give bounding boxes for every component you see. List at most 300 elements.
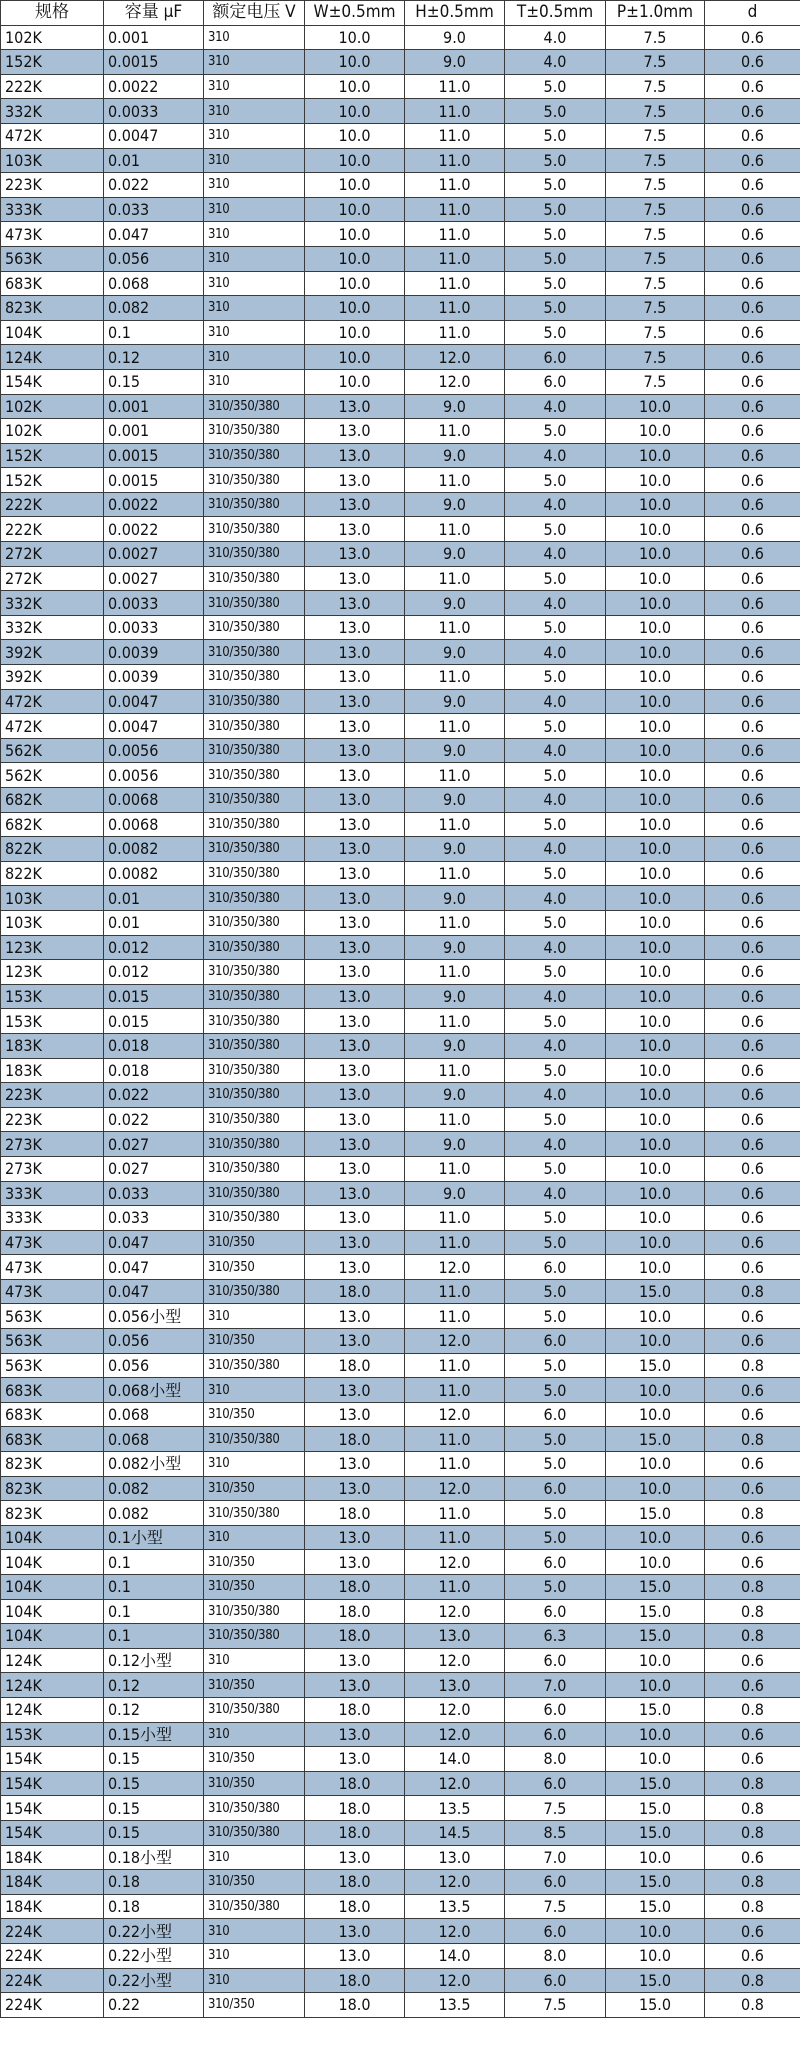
cell-width: 10.0 [305,148,405,173]
cell-pitch: 15.0 [606,1427,705,1452]
cell-height: 9.0 [405,886,505,911]
table-row [1,1968,800,1993]
cell-capacitance: 0.068小型 [104,1378,204,1403]
cell-capacitance: 0.012 [104,935,204,960]
cell-pitch: 10.0 [606,1943,705,1968]
cell-thickness: 5.0 [505,566,606,591]
cell-thickness: 5.0 [505,1058,606,1083]
cell-pitch: 7.5 [606,197,705,222]
cell-model: 823K [1,1476,104,1501]
cell-width: 13.0 [305,1255,405,1280]
cell-rated-voltage: 310 [204,148,305,173]
cell-model: 103K [1,886,104,911]
cell-capacitance: 0.0027 [104,566,204,591]
cell-rated-voltage: 310/350/380 [204,984,305,1009]
table-row [1,960,800,985]
table-row [1,1033,800,1058]
cell-height: 12.0 [405,1402,505,1427]
cell-lead-diameter: 0.6 [705,1747,800,1772]
table-row [1,1575,800,1600]
table-row [1,1378,800,1403]
cell-lead-diameter: 0.8 [705,1894,800,1919]
cell-thickness: 5.0 [505,910,606,935]
cell-rated-voltage: 310/350/380 [204,812,305,837]
cell-thickness: 6.0 [505,1550,606,1575]
cell-capacitance: 0.15 [104,1796,204,1821]
cell-rated-voltage: 310 [204,320,305,345]
cell-model: 822K [1,837,104,862]
cell-thickness: 5.0 [505,173,606,198]
cell-pitch: 10.0 [606,812,705,837]
table-row [1,1722,800,1747]
cell-pitch: 10.0 [606,394,705,419]
cell-capacitance: 0.0022 [104,517,204,542]
cell-width: 13.0 [305,1673,405,1698]
cell-model: 823K [1,1501,104,1526]
cell-model: 124K [1,1697,104,1722]
cell-model: 154K [1,1747,104,1772]
cell-rated-voltage: 310/350/380 [204,1427,305,1452]
cell-capacitance: 0.1小型 [104,1525,204,1550]
table-row [1,148,800,173]
cell-model: 184K [1,1870,104,1895]
cell-width: 13.0 [305,788,405,813]
table-row [1,1870,800,1895]
cell-width: 10.0 [305,296,405,321]
cell-capacitance: 0.0027 [104,542,204,567]
cell-height: 13.0 [405,1845,505,1870]
cell-height: 9.0 [405,1181,505,1206]
cell-height: 11.0 [405,99,505,124]
table-row [1,1648,800,1673]
cell-thickness: 4.0 [505,1132,606,1157]
cell-width: 13.0 [305,517,405,542]
cell-model: 224K [1,1993,104,2018]
cell-capacitance: 0.015 [104,984,204,1009]
cell-thickness: 8.0 [505,1943,606,1968]
cell-height: 11.0 [405,1107,505,1132]
cell-thickness: 4.0 [505,25,606,50]
cell-height: 12.0 [405,1870,505,1895]
cell-capacitance: 0.15 [104,1771,204,1796]
cell-height: 9.0 [405,591,505,616]
table-row [1,271,800,296]
cell-height: 12.0 [405,1599,505,1624]
cell-pitch: 10.0 [606,861,705,886]
cell-lead-diameter: 0.6 [705,591,800,616]
cell-lead-diameter: 0.8 [705,1599,800,1624]
cell-pitch: 10.0 [606,763,705,788]
cell-rated-voltage: 310/350/380 [204,960,305,985]
cell-thickness: 7.0 [505,1673,606,1698]
cell-width: 18.0 [305,1870,405,1895]
cell-lead-diameter: 0.6 [705,517,800,542]
cell-height: 11.0 [405,960,505,985]
cell-thickness: 4.0 [505,935,606,960]
cell-capacitance: 0.001 [104,419,204,444]
cell-capacitance: 0.0039 [104,665,204,690]
cell-lead-diameter: 0.6 [705,1722,800,1747]
cell-lead-diameter: 0.6 [705,1943,800,1968]
cell-width: 13.0 [305,935,405,960]
cell-pitch: 10.0 [606,910,705,935]
cell-pitch: 10.0 [606,419,705,444]
header-height: H±0.5mm [405,1,505,26]
cell-pitch: 15.0 [606,1796,705,1821]
cell-capacitance: 0.0056 [104,763,204,788]
cell-lead-diameter: 0.6 [705,99,800,124]
cell-model: 152K [1,468,104,493]
cell-height: 11.0 [405,861,505,886]
cell-width: 13.0 [305,566,405,591]
cell-thickness: 6.3 [505,1624,606,1649]
cell-rated-voltage: 310 [204,197,305,222]
cell-capacitance: 0.0015 [104,50,204,75]
cell-width: 13.0 [305,665,405,690]
table-row [1,689,800,714]
table-row [1,1476,800,1501]
cell-rated-voltage: 310/350/380 [204,738,305,763]
cell-rated-voltage: 310/350/380 [204,615,305,640]
cell-width: 18.0 [305,1771,405,1796]
cell-lead-diameter: 0.6 [705,443,800,468]
cell-pitch: 7.5 [606,296,705,321]
cell-model: 104K [1,1525,104,1550]
cell-rated-voltage: 310 [204,345,305,370]
cell-thickness: 5.0 [505,419,606,444]
cell-height: 9.0 [405,492,505,517]
cell-rated-voltage: 310/350/380 [204,763,305,788]
cell-rated-voltage: 310 [204,173,305,198]
cell-width: 13.0 [305,1033,405,1058]
cell-pitch: 10.0 [606,517,705,542]
cell-lead-diameter: 0.6 [705,960,800,985]
cell-model: 272K [1,542,104,567]
cell-rated-voltage: 310/350/380 [204,1058,305,1083]
cell-capacitance: 0.0047 [104,123,204,148]
cell-rated-voltage: 310/350/380 [204,1181,305,1206]
cell-thickness: 6.0 [505,345,606,370]
cell-width: 10.0 [305,197,405,222]
cell-capacitance: 0.018 [104,1033,204,1058]
cell-capacitance: 0.22小型 [104,1943,204,1968]
cell-rated-voltage: 310/350/380 [204,665,305,690]
cell-capacitance: 0.082 [104,296,204,321]
cell-pitch: 10.0 [606,1402,705,1427]
cell-lead-diameter: 0.6 [705,394,800,419]
cell-pitch: 7.5 [606,369,705,394]
cell-lead-diameter: 0.8 [705,1870,800,1895]
table-row [1,1156,800,1181]
cell-model: 103K [1,148,104,173]
cell-pitch: 15.0 [606,1993,705,2018]
cell-thickness: 5.0 [505,148,606,173]
cell-model: 332K [1,591,104,616]
cell-height: 11.0 [405,1575,505,1600]
table-row [1,1919,800,1944]
cell-height: 12.0 [405,1550,505,1575]
table-row [1,1943,800,1968]
cell-rated-voltage: 310/350 [204,1673,305,1698]
cell-model: 153K [1,1009,104,1034]
cell-rated-voltage: 310 [204,74,305,99]
cell-pitch: 7.5 [606,271,705,296]
cell-height: 12.0 [405,1697,505,1722]
cell-rated-voltage: 310/350 [204,1230,305,1255]
cell-model: 222K [1,492,104,517]
cell-model: 562K [1,763,104,788]
cell-rated-voltage: 310/350/380 [204,1820,305,1845]
cell-lead-diameter: 0.6 [705,837,800,862]
cell-rated-voltage: 310/350/380 [204,935,305,960]
cell-width: 13.0 [305,1107,405,1132]
cell-pitch: 7.5 [606,222,705,247]
table-row [1,1599,800,1624]
table-row [1,1697,800,1722]
cell-rated-voltage: 310/350/380 [204,1894,305,1919]
cell-height: 9.0 [405,984,505,1009]
cell-lead-diameter: 0.8 [705,1353,800,1378]
cell-thickness: 5.0 [505,1452,606,1477]
cell-thickness: 4.0 [505,984,606,1009]
cell-pitch: 7.5 [606,345,705,370]
cell-width: 18.0 [305,1575,405,1600]
cell-lead-diameter: 0.6 [705,1919,800,1944]
cell-thickness: 7.5 [505,1993,606,2018]
cell-thickness: 4.0 [505,591,606,616]
cell-capacitance: 0.022 [104,1107,204,1132]
cell-capacitance: 0.018 [104,1058,204,1083]
cell-height: 9.0 [405,443,505,468]
table-row [1,591,800,616]
cell-height: 9.0 [405,1083,505,1108]
cell-width: 13.0 [305,419,405,444]
cell-capacitance: 0.18小型 [104,1845,204,1870]
cell-rated-voltage: 310 [204,271,305,296]
table-row [1,714,800,739]
cell-lead-diameter: 0.6 [705,788,800,813]
cell-thickness: 4.0 [505,50,606,75]
cell-capacitance: 0.068 [104,1402,204,1427]
cell-pitch: 10.0 [606,468,705,493]
cell-pitch: 7.5 [606,25,705,50]
cell-lead-diameter: 0.6 [705,640,800,665]
cell-capacitance: 0.0033 [104,615,204,640]
cell-width: 18.0 [305,1353,405,1378]
cell-thickness: 5.0 [505,197,606,222]
cell-lead-diameter: 0.6 [705,1378,800,1403]
cell-capacitance: 0.033 [104,1206,204,1231]
cell-lead-diameter: 0.8 [705,1993,800,2018]
cell-capacitance: 0.12小型 [104,1648,204,1673]
cell-capacitance: 0.0015 [104,468,204,493]
cell-model: 223K [1,1107,104,1132]
cell-width: 13.0 [305,1943,405,1968]
cell-width: 13.0 [305,886,405,911]
table-row [1,1353,800,1378]
cell-rated-voltage: 310/350/380 [204,1697,305,1722]
cell-width: 13.0 [305,984,405,1009]
cell-capacitance: 0.15 [104,1747,204,1772]
cell-height: 9.0 [405,788,505,813]
cell-pitch: 7.5 [606,246,705,271]
cell-pitch: 15.0 [606,1771,705,1796]
cell-rated-voltage: 310/350 [204,1575,305,1600]
cell-rated-voltage: 310/350/380 [204,1353,305,1378]
cell-model: 183K [1,1058,104,1083]
cell-model: 104K [1,320,104,345]
cell-width: 13.0 [305,394,405,419]
table-row [1,1894,800,1919]
cell-model: 563K [1,1353,104,1378]
table-row [1,763,800,788]
cell-width: 13.0 [305,492,405,517]
cell-rated-voltage: 310 [204,25,305,50]
cell-model: 223K [1,1083,104,1108]
cell-height: 12.0 [405,369,505,394]
cell-pitch: 10.0 [606,1230,705,1255]
cell-pitch: 10.0 [606,615,705,640]
cell-height: 11.0 [405,1304,505,1329]
cell-width: 13.0 [305,1058,405,1083]
cell-rated-voltage: 310 [204,1845,305,1870]
cell-model: 183K [1,1033,104,1058]
cell-pitch: 10.0 [606,1156,705,1181]
table-row [1,173,800,198]
cell-model: 823K [1,1452,104,1477]
cell-lead-diameter: 0.6 [705,665,800,690]
cell-thickness: 5.0 [505,1525,606,1550]
cell-height: 11.0 [405,665,505,690]
table-row [1,492,800,517]
cell-model: 184K [1,1845,104,1870]
cell-thickness: 5.0 [505,271,606,296]
table-row [1,886,800,911]
cell-height: 11.0 [405,468,505,493]
cell-thickness: 7.5 [505,1796,606,1821]
cell-width: 13.0 [305,1181,405,1206]
cell-pitch: 15.0 [606,1697,705,1722]
cell-height: 11.0 [405,812,505,837]
cell-model: 104K [1,1599,104,1624]
cell-height: 12.0 [405,1919,505,1944]
cell-thickness: 5.0 [505,1427,606,1452]
cell-lead-diameter: 0.6 [705,1525,800,1550]
table-row [1,1402,800,1427]
cell-height: 11.0 [405,1427,505,1452]
cell-capacitance: 0.22小型 [104,1919,204,1944]
cell-width: 18.0 [305,1599,405,1624]
cell-width: 13.0 [305,1009,405,1034]
cell-height: 11.0 [405,173,505,198]
cell-width: 13.0 [305,1550,405,1575]
cell-thickness: 4.0 [505,689,606,714]
cell-width: 10.0 [305,345,405,370]
cell-lead-diameter: 0.6 [705,25,800,50]
cell-rated-voltage: 310/350 [204,1870,305,1895]
cell-lead-diameter: 0.6 [705,984,800,1009]
cell-capacitance: 0.15小型 [104,1722,204,1747]
cell-lead-diameter: 0.8 [705,1771,800,1796]
cell-height: 11.0 [405,1378,505,1403]
table-row [1,222,800,247]
cell-height: 14.0 [405,1747,505,1772]
table-row [1,1206,800,1231]
cell-thickness: 5.0 [505,665,606,690]
cell-rated-voltage: 310 [204,1648,305,1673]
table-row [1,1083,800,1108]
cell-width: 10.0 [305,222,405,247]
cell-height: 11.0 [405,1501,505,1526]
cell-width: 18.0 [305,1894,405,1919]
table-row [1,1673,800,1698]
cell-model: 823K [1,296,104,321]
table-row [1,984,800,1009]
cell-model: 154K [1,369,104,394]
cell-height: 12.0 [405,1476,505,1501]
cell-capacitance: 0.12 [104,1697,204,1722]
cell-rated-voltage: 310/350/380 [204,910,305,935]
cell-capacitance: 0.12 [104,345,204,370]
cell-model: 102K [1,25,104,50]
cell-width: 13.0 [305,1919,405,1944]
cell-model: 473K [1,1279,104,1304]
cell-height: 11.0 [405,615,505,640]
cell-capacitance: 0.0047 [104,689,204,714]
cell-rated-voltage: 310/350 [204,1993,305,2018]
cell-thickness: 5.0 [505,1206,606,1231]
cell-lead-diameter: 0.6 [705,714,800,739]
cell-height: 12.0 [405,1722,505,1747]
cell-model: 153K [1,984,104,1009]
cell-height: 12.0 [405,1968,505,1993]
cell-capacitance: 0.01 [104,886,204,911]
cell-rated-voltage: 310/350/380 [204,1156,305,1181]
cell-capacitance: 0.033 [104,1181,204,1206]
table-row [1,738,800,763]
table-row [1,1747,800,1772]
cell-lead-diameter: 0.6 [705,910,800,935]
table-row [1,1107,800,1132]
cell-width: 18.0 [305,1624,405,1649]
cell-height: 11.0 [405,910,505,935]
cell-thickness: 7.0 [505,1845,606,1870]
cell-width: 13.0 [305,1525,405,1550]
cell-pitch: 15.0 [606,1575,705,1600]
cell-model: 154K [1,1820,104,1845]
header-model: 规格 [1,1,104,26]
cell-lead-diameter: 0.6 [705,246,800,271]
cell-lead-diameter: 0.8 [705,1427,800,1452]
cell-thickness: 5.0 [505,1353,606,1378]
cell-lead-diameter: 0.6 [705,1304,800,1329]
cell-capacitance: 0.0082 [104,861,204,886]
cell-thickness: 4.0 [505,738,606,763]
cell-pitch: 10.0 [606,1083,705,1108]
table-row [1,935,800,960]
cell-model: 124K [1,1673,104,1698]
cell-model: 102K [1,419,104,444]
cell-width: 13.0 [305,1304,405,1329]
cell-thickness: 5.0 [505,812,606,837]
cell-model: 472K [1,123,104,148]
cell-model: 153K [1,1722,104,1747]
cell-capacitance: 0.18 [104,1870,204,1895]
cell-model: 333K [1,1181,104,1206]
cell-rated-voltage: 310/350/380 [204,394,305,419]
cell-rated-voltage: 310 [204,369,305,394]
cell-capacitance: 0.015 [104,1009,204,1034]
